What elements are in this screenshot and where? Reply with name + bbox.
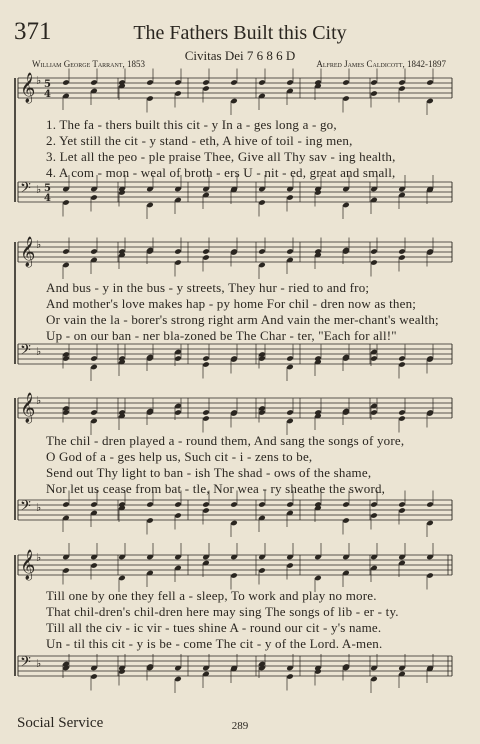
verse-line: O God of a - ges help us, Such cit - i - zens to be,: [46, 449, 313, 464]
bass-clef: 𝄢: [20, 342, 31, 362]
verse-line: The chil - dren played a - round them, And sang the songs of yore,: [46, 433, 405, 448]
treble-clef: 𝄞: [20, 237, 36, 267]
bass-clef: 𝄢: [20, 498, 31, 518]
verse-line: Send out Thy light to ban - ish The shad - ows of the shame,: [46, 465, 372, 480]
time-signature: 5: [44, 79, 51, 90]
time-signature: 5: [44, 183, 51, 194]
flat-key-signature: ♭: [36, 74, 42, 87]
verse-line: And bus - y in the bus - y streets, They hur - ried to and fro;: [46, 280, 370, 295]
verse-line: And mother's love makes hap - py home For chil - dren now as then;: [46, 296, 417, 311]
verse-line: 1. The fa - thers built this cit - y In a - ges long a - go,: [46, 117, 337, 132]
section-label: Social Service: [17, 715, 104, 731]
verse-line: 4. A com - mon - weal of broth - ers U - nit - ed, great and small,: [46, 165, 396, 180]
bass-clef: 𝄢: [20, 180, 31, 200]
verse-line: Up - on our ban - ner bla-zoned be The Char - ter, "Each for all!": [46, 328, 397, 343]
flat-key-signature: ♭: [36, 501, 42, 514]
verse-line: Nor let us cease from bat - tle, Nor wea - ry sheathe the sword,: [46, 481, 386, 496]
verse-line: Or vain the la - borer's strong right arm And vain the mer-chant's wealth;: [46, 312, 439, 327]
treble-clef: 𝄞: [20, 550, 36, 580]
verse-line: 2. Yet still the cit - y stand - eth, A hive of toil - ing men,: [46, 133, 353, 148]
verse-line: Un - til this cit - y is be - come The cit - y of the Lord. A-men.: [46, 636, 383, 651]
words-credit: William George Tarrant, 1853: [32, 59, 145, 69]
music-credit: Alfred James Caldicott, 1842-1897: [316, 59, 446, 69]
flat-key-signature: ♭: [36, 657, 42, 670]
flat-key-signature: ♭: [36, 345, 42, 358]
time-signature: 4: [44, 89, 51, 100]
hymn-title: The Fathers Built this City: [133, 22, 347, 44]
treble-clef: 𝄞: [20, 73, 36, 103]
flat-key-signature: ♭: [36, 183, 42, 196]
verse-line: 3. Let all the peo - ple praise Thee, Give all Thy sav - ing health,: [46, 149, 396, 164]
verse-line: That chil-dren's chil-dren here may sing The songs of lib - er - ty.: [46, 604, 399, 619]
flat-key-signature: ♭: [36, 394, 42, 407]
flat-key-signature: ♭: [36, 551, 42, 564]
page-number: 289: [231, 720, 249, 732]
time-signature: 4: [44, 193, 51, 204]
verse-line: Till all the civ - ic vir - tues shine A - round our cit - y's name.: [46, 620, 382, 635]
treble-clef: 𝄞: [20, 393, 36, 423]
hymn-number: 371: [14, 18, 52, 45]
tune-name: Civitas Dei 7 6 8 6 D: [184, 48, 296, 63]
bass-clef: 𝄢: [20, 654, 31, 674]
flat-key-signature: ♭: [36, 238, 42, 251]
verse-line: Till one by one they fell a - sleep, To work and play no more.: [46, 588, 377, 603]
